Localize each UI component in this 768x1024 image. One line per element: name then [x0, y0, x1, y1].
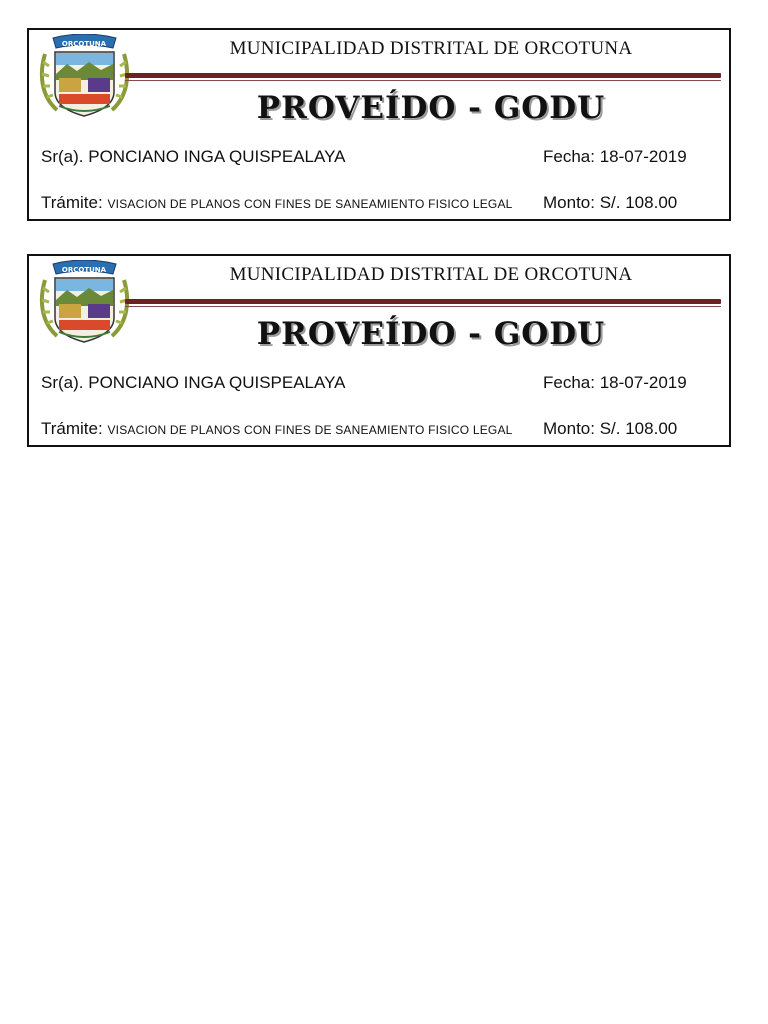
recipient-label: Sr(a).: [41, 147, 84, 166]
amount-label: Monto:: [543, 419, 595, 438]
date-field: [543, 373, 687, 393]
amount-value: S/. 108.00: [599, 419, 678, 438]
procedure-label: Trámite:: [41, 419, 103, 438]
municipality-name: MUNICIPALIDAD DISTRITAL DE ORCOTUNA: [229, 264, 633, 285]
date-label: Fecha:: [543, 373, 595, 392]
recipient-name: PONCIANO INGA QUISPEALAYA: [88, 147, 346, 166]
recipient-row: [41, 373, 691, 393]
crest-banner-text: ORCOTUNA: [61, 266, 107, 274]
date-label: Fecha:: [543, 147, 595, 166]
voucher-title: PROVEÍDO - GODU: [256, 90, 606, 126]
date-value: 18-07-2019: [599, 147, 687, 166]
amount-field: [543, 193, 677, 213]
proveido-voucher: [27, 254, 731, 447]
municipality-name: MUNICIPALIDAD DISTRITAL DE ORCOTUNA: [229, 38, 633, 59]
header-divider-thin: [125, 306, 721, 307]
amount-label: Monto:: [543, 193, 595, 212]
amount-value: S/. 108.00: [599, 193, 678, 212]
header-divider: [125, 73, 721, 78]
date-value: 18-07-2019: [599, 373, 687, 392]
recipient-name: PONCIANO INGA QUISPEALAYA: [88, 373, 346, 392]
recipient-label: Sr(a).: [41, 373, 84, 392]
recipient-row: [41, 147, 691, 167]
procedure-row: [41, 419, 691, 439]
crest-banner-text: ORCOTUNA: [61, 40, 107, 48]
procedure-value: VISACION DE PLANOS CON FINES DE SANEAMIENTO FISICO LEGAL: [107, 423, 513, 437]
procedure-row: [41, 193, 691, 213]
proveido-voucher: [27, 28, 731, 221]
municipal-crest-logo: [37, 34, 132, 120]
procedure-label: Trámite:: [41, 193, 103, 212]
date-field: [543, 147, 687, 167]
amount-field: [543, 419, 677, 439]
procedure-value: VISACION DE PLANOS CON FINES DE SANEAMIENTO FISICO LEGAL: [107, 197, 513, 211]
voucher-title: PROVEÍDO - GODU: [256, 316, 606, 352]
municipal-crest-logo: [37, 260, 132, 346]
header-divider-thin: [125, 80, 721, 81]
header-divider: [125, 299, 721, 304]
